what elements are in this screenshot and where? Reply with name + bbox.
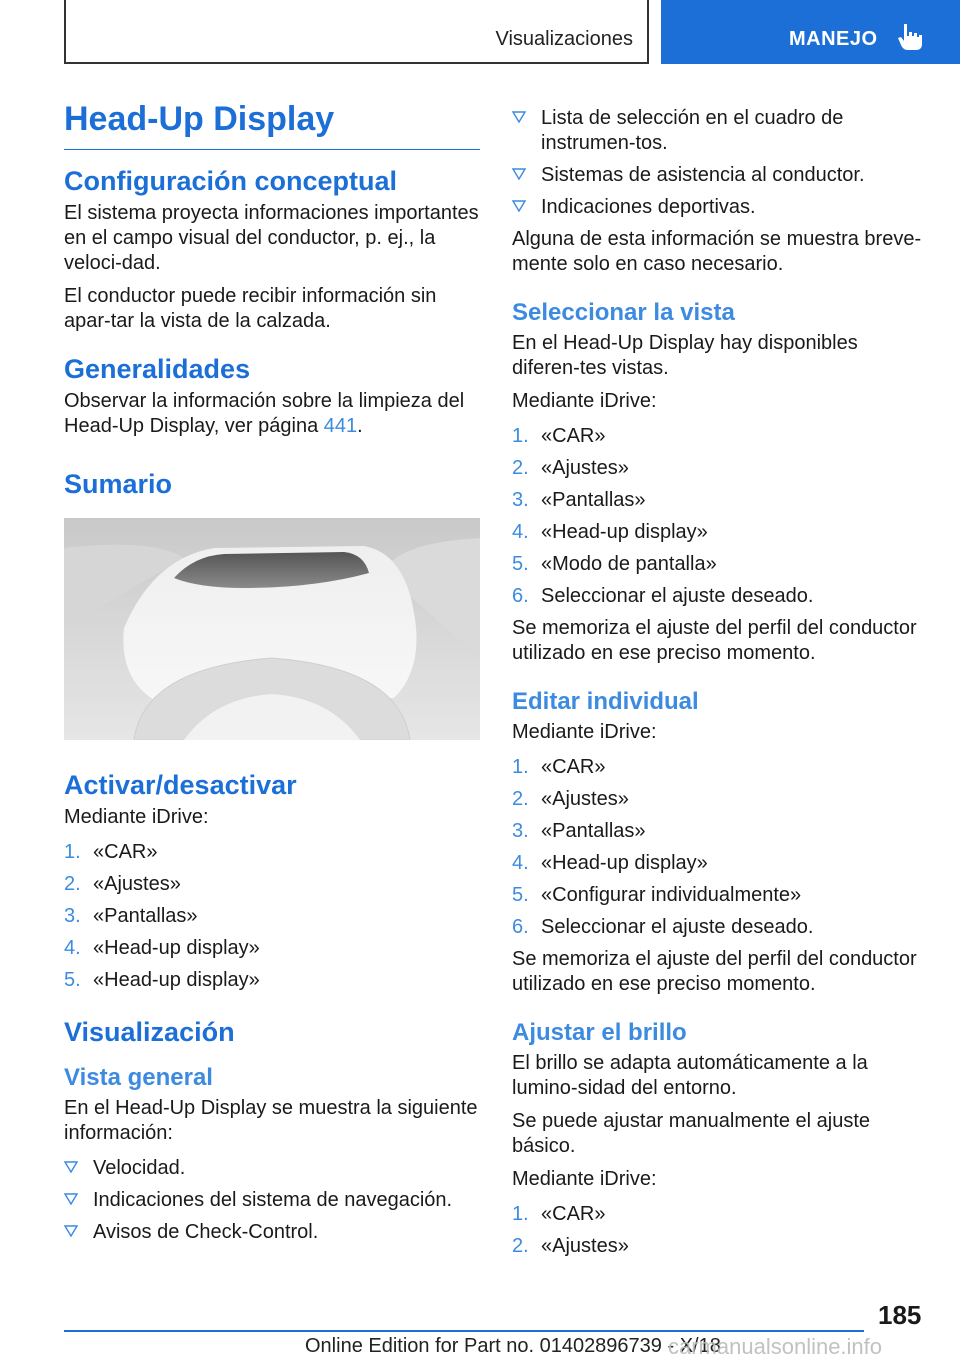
brightness-intro: Mediante iDrive: [512,1168,657,1190]
tab-label: MANEJO [789,28,878,50]
brightness-paragraph-1: El brillo se adapta automáticamente a la lumino-sidad del entorno. [512,1052,868,1099]
head-up-display-photo [64,518,480,740]
list-item: 5. «Head-up display» [64,969,260,991]
footer-divider [64,1330,864,1332]
list-item: 5. «Configurar individualmente» [512,884,802,906]
list-item: 2. «Ajustes» [512,1235,629,1257]
concept-heading: Configuración conceptual [64,166,398,196]
triangle-bullet-icon [512,167,526,181]
display-heading: Visualización [64,1017,235,1047]
brightness-paragraph-2: Se puede ajustar manualmente el ajuste básico. [512,1110,871,1157]
tab-manejo[interactable] [661,0,960,64]
summary-heading: Sumario [64,469,173,499]
triangle-bullet-icon [512,110,526,124]
list-item: 6. Seleccionar el ajuste deseado. [512,916,814,938]
list-item: Indicaciones deportivas. [512,195,928,220]
activate-steps [64,840,480,993]
general-text: Observar la información sobre la limpieza del Head-Up Display, ver página [64,390,465,437]
edit-after: Se memoriza el ajuste del perfil del conductor utilizado en ese preciso momento. [512,948,917,995]
concept-paragraph-2: El conductor puede recibir información sin apar-tar la vista de la calzada. [64,285,437,332]
list-item: Avisos de Check-Control. [64,1220,480,1245]
list-item: 1. «CAR» [512,1203,606,1225]
concept-paragraph-1: El sistema proyecta informaciones importantes en el campo visual del conductor, p. ej., la veloci-dad. [64,202,479,274]
header-section-box [64,0,649,64]
list-item: 1. «CAR» [512,756,606,778]
list-item: Indicaciones del sistema de navegación. [64,1188,480,1213]
triangle-bullet-icon [64,1224,78,1238]
activate-heading: Activar/desactivar [64,770,297,800]
edit-heading: Editar individual [512,688,699,715]
list-item: 2. «Ajustes» [512,788,629,810]
list-item: 1. «CAR» [512,425,606,447]
display-items-continued [512,106,928,220]
brightness-steps [512,1202,928,1259]
page-title: Head-Up Display [64,100,480,150]
display-note: Alguna de esta información se muestra breve-mente solo en caso necesario. [512,228,922,275]
left-column [64,100,480,1252]
brightness-heading: Ajustar el brillo [512,1019,687,1046]
general-paragraph [64,389,480,439]
list-item: 4. «Head-up display» [64,937,260,959]
activate-intro: Mediante iDrive: [64,806,209,828]
display-intro: En el Head-Up Display se muestra la siguiente información: [64,1097,478,1144]
list-item: Sistemas de asistencia al conductor. [512,163,928,188]
list-item: 2. «Ajustes» [64,873,181,895]
footer-edition: Online Edition for Part no. 01402896739 - X/18 [305,1335,721,1357]
edit-steps [512,755,928,940]
list-item: 4. «Head-up display» [512,852,708,874]
triangle-bullet-icon [64,1192,78,1206]
page-link[interactable]: 441 [323,415,358,437]
list-item: 1. «CAR» [64,841,158,863]
list-item: 5. «Modo de pantalla» [512,553,717,575]
section-title: Visualizaciones [495,28,633,50]
list-item: 3. «Pantallas» [512,489,646,511]
hand-pointer-icon [897,22,923,52]
right-column [512,106,928,1266]
select-intro: Mediante iDrive: [512,390,657,412]
edit-intro: Mediante iDrive: [512,721,657,743]
list-item: 3. «Pantallas» [64,905,198,927]
triangle-bullet-icon [64,1160,78,1174]
list-item: Lista de selección en el cuadro de instrumen-tos. [512,106,928,156]
select-paragraph: En el Head-Up Display hay disponibles diferen-tes vistas. [512,332,858,379]
select-view-heading: Seleccionar la vista [512,299,735,326]
general-heading: Generalidades [64,354,251,384]
list-item: Velocidad. [64,1156,480,1181]
list-item: 3. «Pantallas» [512,820,646,842]
overview-heading: Vista general [64,1064,213,1091]
list-item: 6. Seleccionar el ajuste deseado. [512,585,814,607]
triangle-bullet-icon [512,199,526,213]
watermark: carmanualsonline.info [668,1334,883,1359]
display-items [64,1156,480,1245]
list-item: 4. «Head-up display» [512,521,708,543]
page-number: 185 [878,1300,922,1330]
general-after: . [357,415,363,437]
select-steps [512,424,928,609]
select-after: Se memoriza el ajuste del perfil del conductor utilizado en ese preciso momento. [512,617,917,664]
list-item: 2. «Ajustes» [512,457,629,479]
